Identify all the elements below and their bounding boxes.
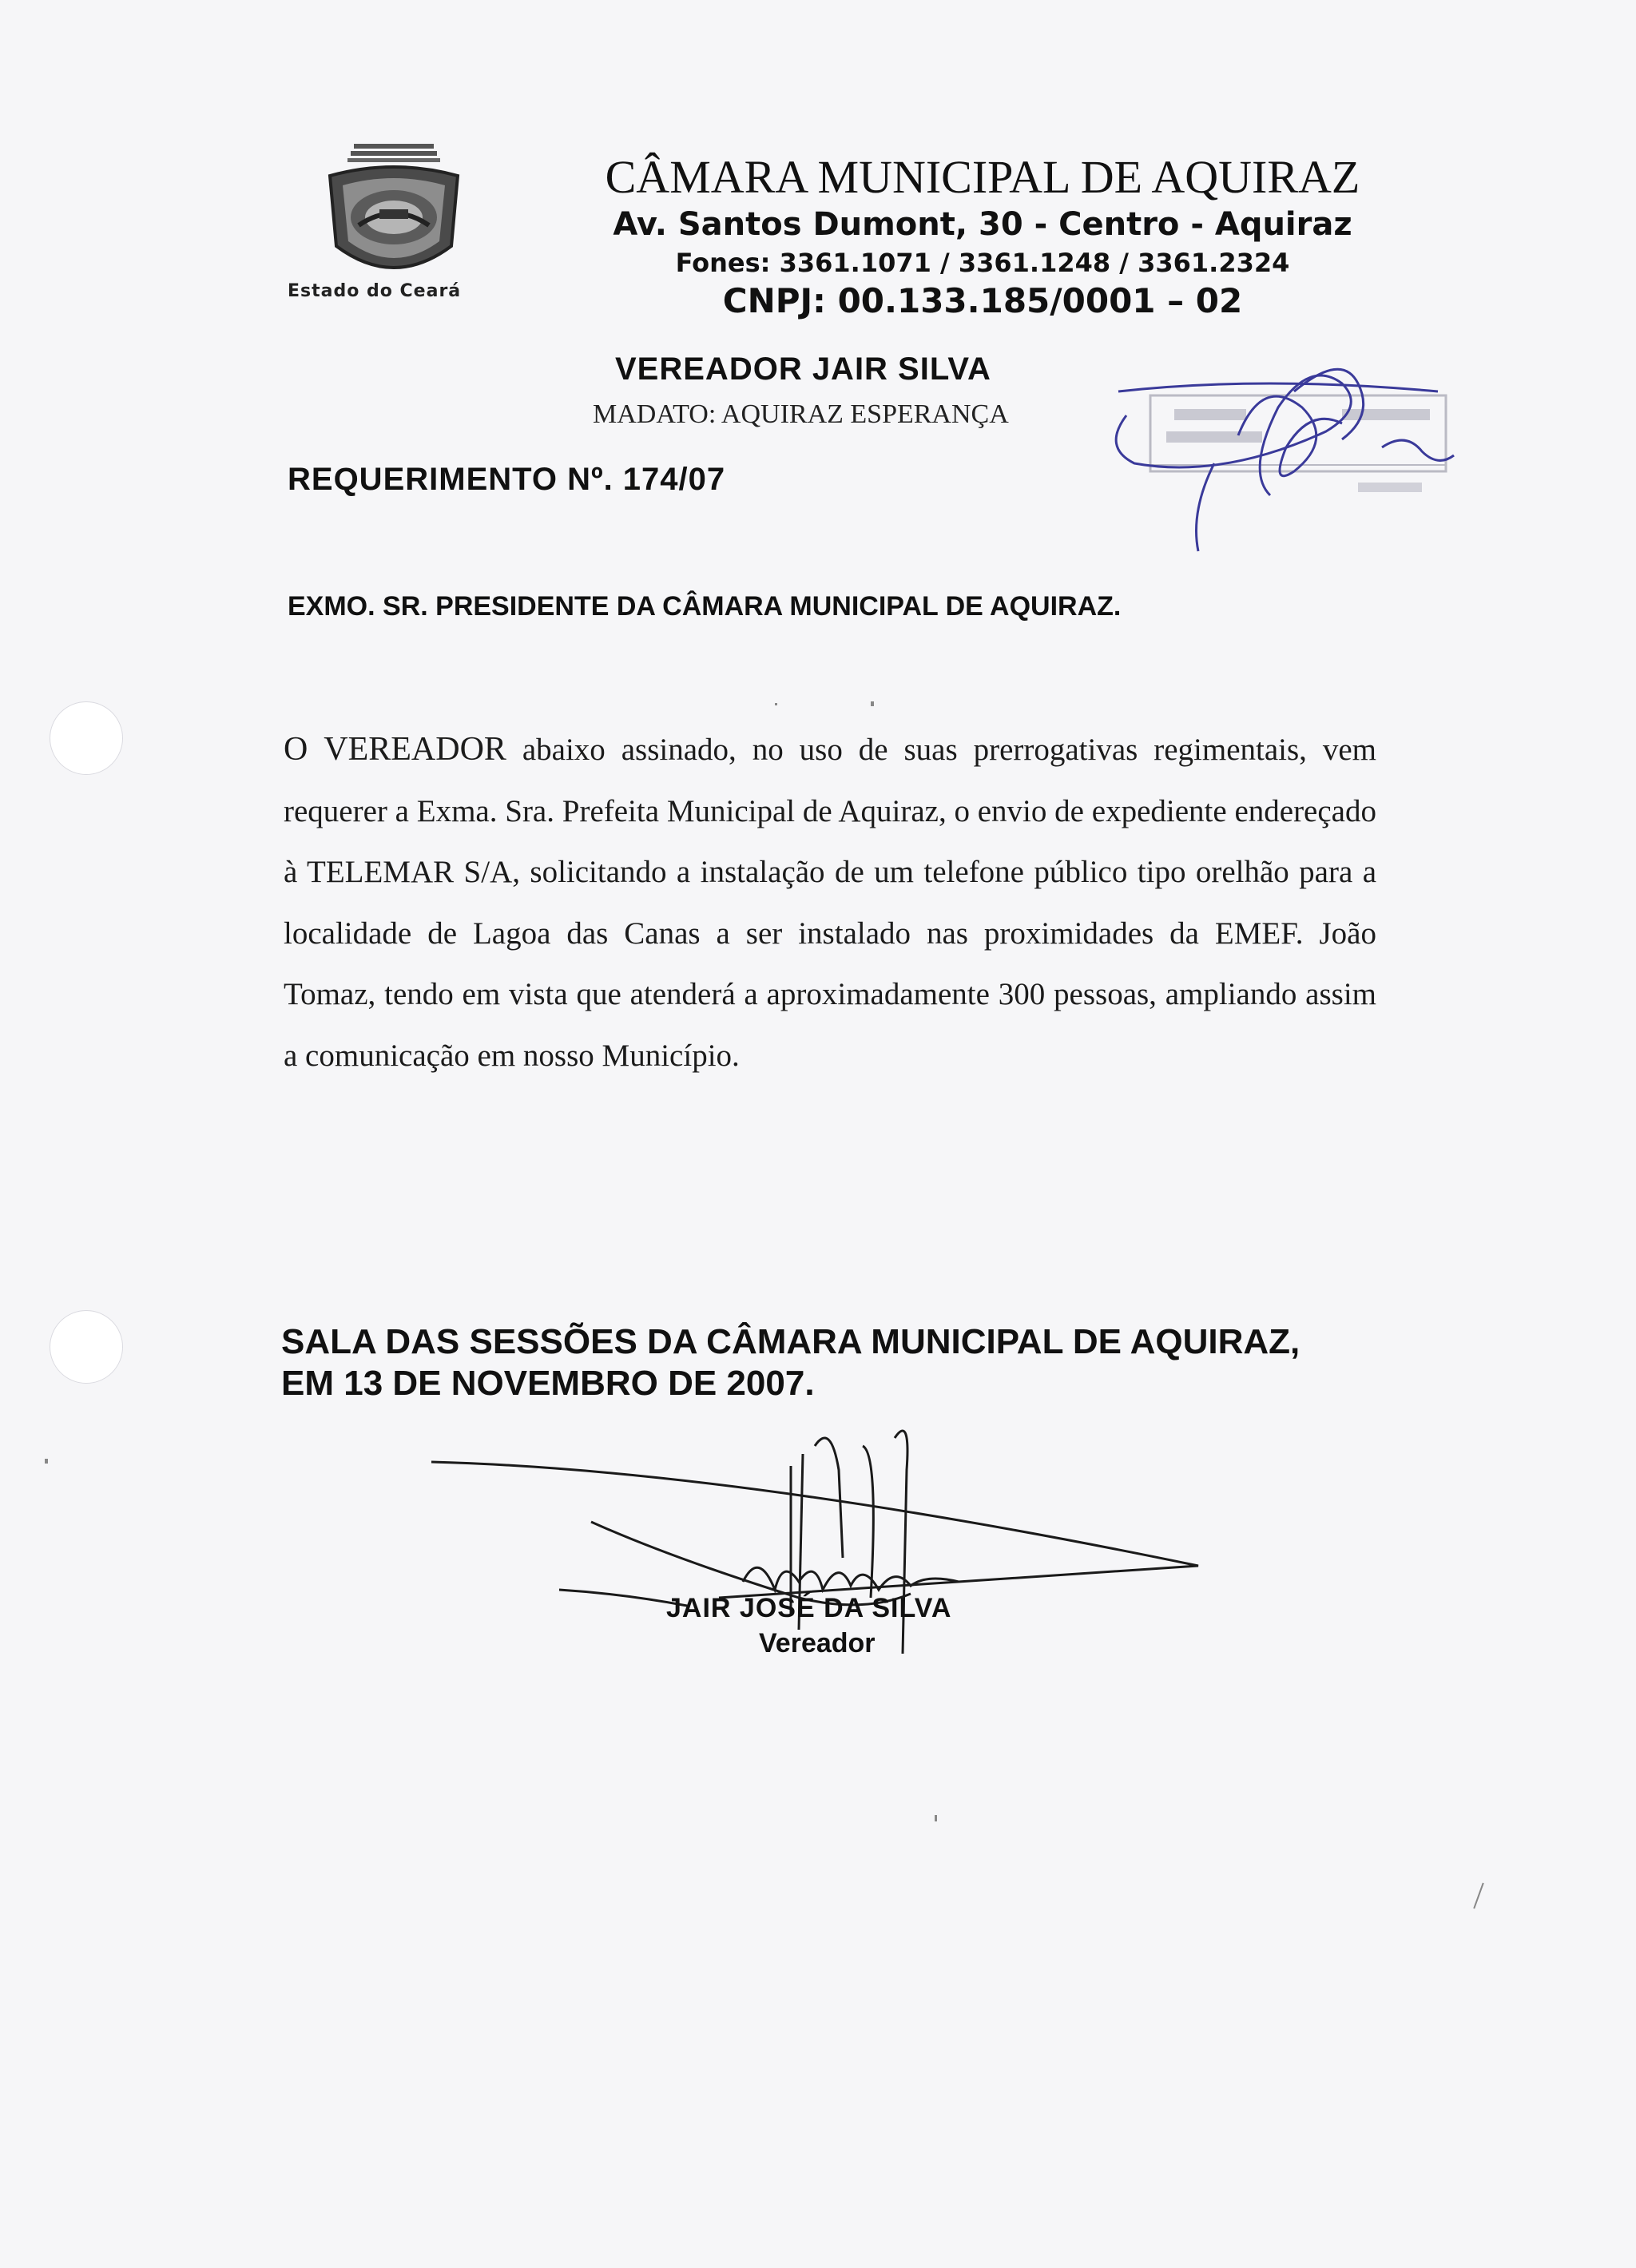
request-number: REQUERIMENTO Nº. 174/07: [288, 462, 726, 497]
approval-stamp: [1102, 359, 1462, 575]
address-line: Av. Santos Dumont, 30 - Centro - Aquiraz: [613, 206, 1352, 243]
councilor-signature: [415, 1422, 1214, 1726]
salutation: EXMO. SR. PRESIDENTE DA CÂMARA MUNICIPAL DE AQUIRAZ.: [288, 591, 1122, 622]
punch-hole-top: [50, 701, 123, 775]
scan-speck: [45, 1459, 48, 1464]
closing-line-2: EM 13 DE NOVEMBRO DE 2007.: [281, 1364, 815, 1403]
institution-title: CÂMARA MUNICIPAL DE AQUIRAZ: [605, 151, 1360, 203]
councilor-name: VEREADOR JAIR SILVA: [615, 352, 991, 387]
scan-speck: [775, 703, 777, 705]
punch-hole-bottom: [50, 1310, 123, 1384]
cnpj-line: CNPJ: 00.133.185/0001 – 02: [722, 281, 1243, 320]
municipal-seal-icon: [314, 144, 474, 288]
mandate-line: MADATO: AQUIRAZ ESPERANÇA: [593, 399, 1009, 429]
signatory-name: JAIR JOSÉ DA SILVA: [666, 1593, 952, 1623]
scan-speck: [871, 701, 874, 706]
scan-speck: [1473, 1883, 1484, 1909]
phones-line: Fones: 3361.1071 / 3361.1248 / 3361.2324: [675, 248, 1290, 278]
signatory-role: Vereador: [759, 1628, 876, 1658]
state-label: Estado do Ceará: [288, 281, 462, 301]
closing-line-1: SALA DAS SESSÕES DA CÂMARA MUNICIPAL DE AQUIRAZ,: [281, 1322, 1300, 1361]
scan-speck: [935, 1815, 937, 1821]
closing-block: [281, 1321, 1384, 1404]
body-lead: O VEREADOR: [284, 731, 506, 768]
request-body: [284, 719, 1376, 1086]
body-text: abaixo assinado, no uso de suas prerrogativas regimentais, vem requerer a Exma. Sra. Prefeita Municipal de Aquiraz, o envio de expediente endereçado à TELEMAR S/A, solicitando a instalação de um telefone público tipo orelhão para a localidade de Lagoa das Canas a ser instalado nas proximidades da EMEF. João Tomaz, tendo em vista que atenderá a aproximadamente 300 pessoas, ampliando assim a comunicação em nosso Município.: [284, 733, 1377, 1073]
